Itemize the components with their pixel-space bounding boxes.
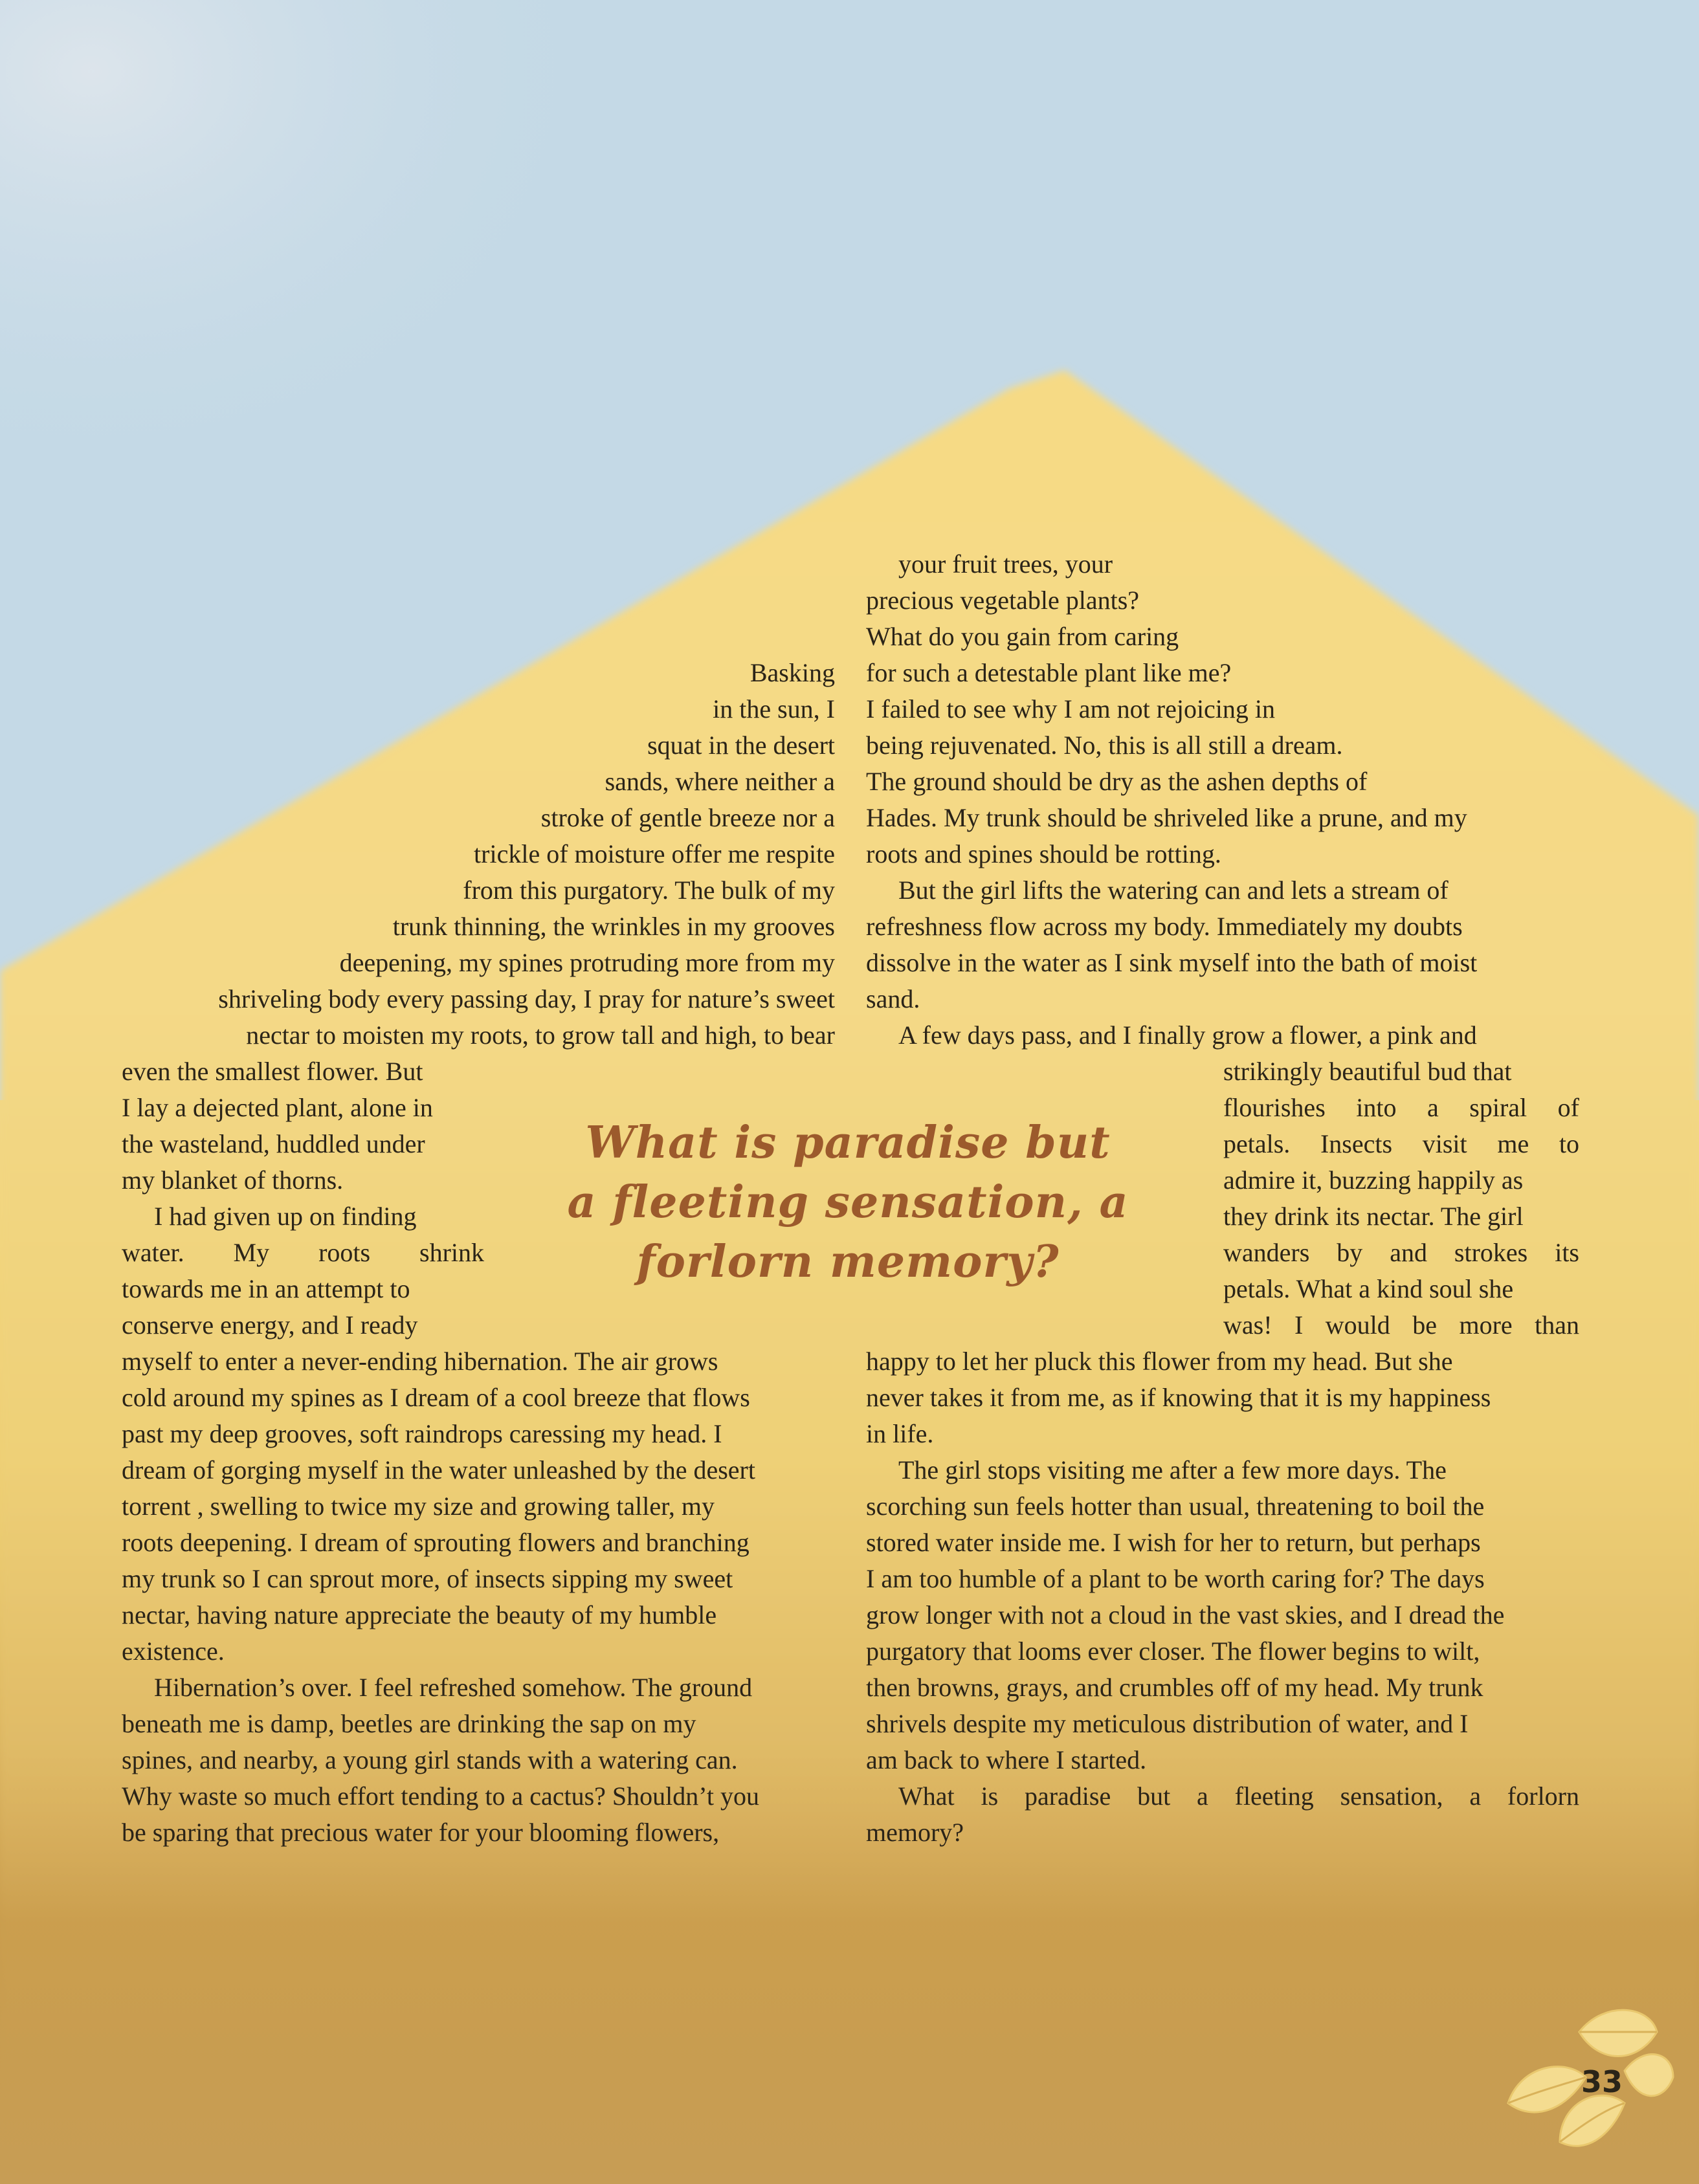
page-number: 33 (1581, 2064, 1623, 2099)
column-right-bottom: happy to let her pluck this flower from my head. But she never takes it from me, as if knowing that it is my happiness in life. The girl stops visiting me after a few more days. The scorching sun feels hotter than usual, threatening to boil the stored water inside me. I wish for her to return, but perhaps I am too humble of a plant to be worth caring for? The days grow longer with not a cloud in the vast skies, and I dread the purgatory that looms ever closer. The flower begins to wilt, then browns, grays, and crumbles off of my head. My trunk shrivels despite my meticulous distribution of water, and I am back to where I started. What is paradise but a fleeting sensation, a forlorn memory? (866, 1347, 1579, 1847)
column-right-narrow: strikingly beautiful bud that flourishes into a spiral of petals. Insects visit me to admire it, buzzing happily as they drink its nectar. The girl wanders by and strokes its petals. What a kind soul she was! I would be more than (1223, 1057, 1579, 1340)
column-left-top: Basking in the sun, I squat in the desert sands, where neither a stroke of gentle breeze nor a trickle of moisture offer me respite from this purgatory. The bulk of my trunk thinning, the wrinkles in my grooves deepening, my spines protruding more from my shriveling body every passing day, I pray for nature’s sweet nectar to moisten my roots, to grow tall and high, to bear (218, 658, 835, 1050)
pull-quote: What is paradise but a fleeting sensation, a forlorn memory? (567, 1117, 1129, 1288)
column-right-top: your fruit trees, your precious vegetable plants? What do you gain from caring for such a detestable plant like me? I failed to see why I am not rejoicing in being rejuvenated. No, this is all still a dream. The ground should be dry as the ashen depths of Hades. My trunk should be shriveled like a prune, and my roots and spines should be rotting. But the girl lifts the watering can and lets a stream of refreshness flow across my body. Immediately my doubts dissolve in the water as I sink myself into the bath of moist sand. A few days pass, and I finally grow a flower, a pink and (866, 549, 1478, 1050)
column-left-bottom: myself to enter a never-ending hibernation. The air grows cold around my spines as I dream of a cool breeze that flows past my deep grooves, soft raindrops caressing my head. I dream of gorging myself in the water unleashed by the desert torrent , swelling to twice my size and growing taller, my roots deepening. I dream of sprouting flowers and branching my trunk so I can sprout more, of insects sipping my sweet nectar, having nature appreciate the beauty of my humble existence. Hibernation’s over. I feel refreshed somehow. The ground beneath me is damp, beetles are drinking the sap on my spines, and nearby, a young girl stands with a watering can. Why waste so much effort tending to a cactus? Shouldn’t you be sparing that precious water for your blooming flowers, (122, 1347, 759, 1847)
column-left-narrow: even the smallest flower. But I lay a dejected plant, alone in the wasteland, huddled under my blanket of thorns. I had given up on finding water. My roots shrink towards me in an attempt to conserve energy, and I ready (122, 1057, 484, 1340)
